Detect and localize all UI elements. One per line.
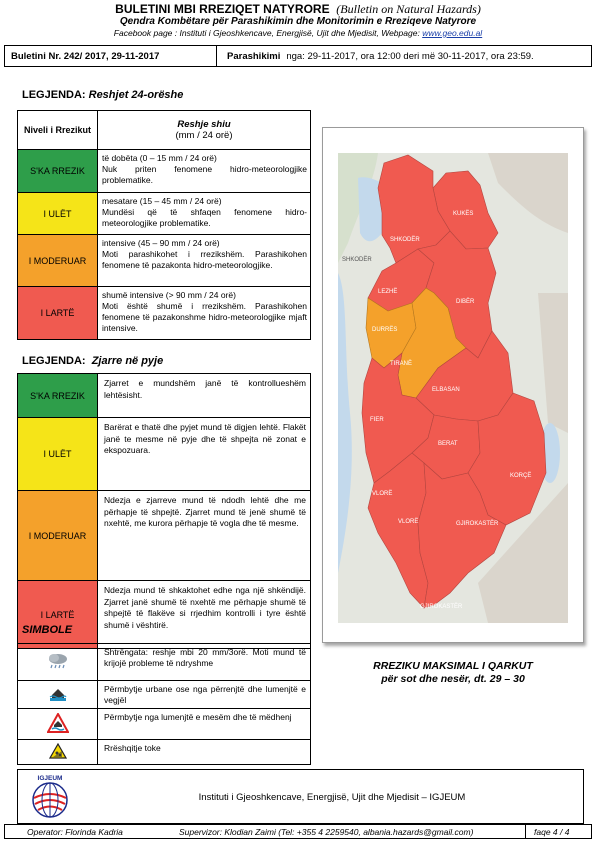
fire-description: Ndezja e zjarreve mund të ndodh lehtë dhe me përhapje të shpejtë. Zjarret mund të jenë shumë të nxehtë, me kurora përhapje të vogla dhe të mesme. bbox=[98, 491, 311, 581]
forecast-label: Parashikimi bbox=[227, 50, 281, 62]
risk-level-cell: S'KA RREZIK bbox=[18, 374, 98, 418]
facebook-text: Facebook page : Instituti i Gjeoshkencave, Energjisë, Ujit dhe Mjedisit, Webpage: bbox=[113, 28, 420, 38]
rain-legend-title: LEGJENDA: bbox=[22, 89, 86, 101]
risk-level-cell: I MODERUAR bbox=[18, 235, 98, 287]
rain-description bbox=[98, 193, 311, 235]
label-lezhe: LEZHË bbox=[378, 289, 398, 295]
label-gjirokaster-region: GJIROKASTËR bbox=[456, 521, 499, 527]
fire-row bbox=[18, 491, 311, 581]
urban-flood-icon bbox=[18, 681, 98, 709]
bulletin-title bbox=[0, 2, 596, 17]
river-flood-warning-icon bbox=[18, 709, 98, 740]
risk-level-cell: I LARTË bbox=[18, 581, 98, 649]
rain-header-unit: (mm / 24 orë) bbox=[175, 130, 233, 141]
label-shkoder-city: SHKODËR bbox=[342, 257, 372, 263]
fire-description: Barërat e thatë dhe pyjet mund të digjen lehtë. Flakët janë te mesme në pyje dhe të shpejta në zonat e ekspozuara. bbox=[98, 418, 311, 491]
label-vlore-city: VLORË bbox=[398, 519, 419, 525]
symbol-description: Rrëshqitje toke bbox=[98, 740, 311, 765]
risk-level-cell: I MODERUAR bbox=[18, 491, 98, 581]
rain-row bbox=[18, 150, 311, 193]
rain-legend-subtitle: Reshjet 24-orëshe bbox=[88, 89, 184, 101]
bulletin-subtitle: Qendra Kombëtare për Parashikimin dhe Monitorimin e Rreziqeve Natyrore bbox=[119, 16, 477, 27]
title-text: BULETINI MBI RREZIQET NATYRORE bbox=[115, 2, 330, 16]
website-link[interactable]: www.geo.edu.al bbox=[422, 28, 483, 38]
risk-level-cell: I ULËT bbox=[18, 193, 98, 235]
symbol-row bbox=[18, 681, 311, 709]
label-kukes: KUKËS bbox=[453, 211, 474, 217]
label-fier: FIER bbox=[370, 417, 384, 423]
symbol-row bbox=[18, 740, 311, 765]
rain-description-text: mesatare (15 – 45 mm / 24 orë) Mundësi që të shfaqen fenomene hidro-meteorologjike problematike. bbox=[102, 196, 307, 228]
label-vlore-region: VLORË bbox=[372, 491, 393, 497]
label-berat: BERAT bbox=[438, 441, 458, 447]
bulletin-number: Buletini Nr. 242/ 2017, 29-11-2017 bbox=[5, 46, 217, 66]
institute-footer bbox=[17, 769, 584, 824]
page-number: faqe 4 / 4 bbox=[525, 825, 591, 838]
forecast-period-text: nga: 29-11-2017, ora 12:00 deri më 30-11-2017, ora 23:59. bbox=[286, 50, 534, 62]
fire-description: Ndezja mund të shkaktohet edhe nga një shkëndijë. Zjarret janë shumë të nxehtë me përhapje shumë të shpejtë të flakëve si rrjedhim kontrolli i tyre është shumë i vështirë. bbox=[98, 581, 311, 649]
fire-legend-title: LEGJENDA: bbox=[22, 355, 86, 367]
rain-legend-table bbox=[17, 110, 311, 340]
rain-description-text: shumë intensive (> 90 mm / 24 orë) Moti është shumë i rrezikshëm. Parashikohen fenomene të pazakonshme hidro-meteorologjike mjaft intensive. bbox=[102, 290, 307, 333]
rain-header bbox=[98, 111, 311, 150]
label-tirane: TIRANË bbox=[390, 361, 413, 367]
risk-level-header: Niveli i Rrezikut bbox=[18, 111, 98, 150]
map-caption-date: për sot dhe nesër, dt. 29 – 30 bbox=[381, 673, 525, 685]
risk-map bbox=[338, 153, 568, 623]
fire-row bbox=[18, 374, 311, 418]
symbol-description: Shtrëngata: reshje mbi 20 mm/3orë. Moti mund të krijojë probleme të ndryshme bbox=[98, 644, 311, 681]
label-korce: KORÇË bbox=[510, 473, 532, 479]
symbols-heading: SIMBOLE bbox=[22, 624, 73, 636]
fire-row bbox=[18, 418, 311, 491]
symbol-row bbox=[18, 644, 311, 681]
risk-level-cell: S'KA RREZIK bbox=[18, 150, 98, 193]
symbols-table bbox=[17, 643, 311, 765]
rain-description bbox=[98, 287, 311, 340]
supervisor-info: Supervizor: Klodian Zaimi (Tel: +355 4 2259540, albania.hazards@gmail.com) bbox=[179, 826, 474, 837]
fire-legend-heading bbox=[22, 355, 163, 367]
operator-bar bbox=[4, 824, 592, 839]
risk-map-frame bbox=[322, 127, 584, 643]
title-english: (Bulletin on Natural Hazards) bbox=[336, 2, 481, 16]
label-diber: DIBËR bbox=[456, 299, 475, 305]
label-elbasan: ELBASAN bbox=[432, 387, 460, 393]
logo-text: IGJEUM bbox=[37, 775, 63, 782]
rain-row bbox=[18, 235, 311, 287]
label-shkoder-region: SHKODËR bbox=[390, 237, 420, 243]
landslide-warning-icon bbox=[18, 740, 98, 765]
risk-level-cell: I LARTË bbox=[18, 287, 98, 340]
label-gjirokaster-city: GJIROKASTËR bbox=[420, 604, 463, 610]
label-durres: DURRËS bbox=[372, 327, 398, 333]
rain-legend-heading bbox=[22, 89, 183, 101]
forecast-period bbox=[217, 51, 534, 62]
rain-description-text: të dobëta (0 – 15 mm / 24 orë) Nuk priten fenomene hidro-meteorologjike problematike. bbox=[102, 153, 307, 185]
rain-description bbox=[98, 150, 311, 193]
fire-row bbox=[18, 581, 311, 649]
fire-legend-table bbox=[17, 373, 311, 649]
rain-row bbox=[18, 287, 311, 340]
institute-name: Instituti i Gjeoshkencave, Energjisë, Ujit dhe Mjedisit – IGJEUM bbox=[198, 792, 466, 803]
heavy-rain-cloud-icon bbox=[18, 644, 98, 681]
symbol-row bbox=[18, 709, 311, 740]
igjeum-logo bbox=[20, 772, 80, 822]
risk-level-cell: I ULËT bbox=[18, 418, 98, 491]
rain-header-title: Reshje shiu bbox=[177, 119, 231, 130]
symbol-description: Përmbytje nga lumenjtë e mesëm dhe të mëdhenj bbox=[98, 709, 311, 740]
rain-description-text: intensive (45 – 90 mm / 24 orë) Moti parashikohet i rrezikshëm. Parashikohen fenomene të pazakonta hidro-meteorologjike. bbox=[102, 238, 307, 270]
facebook-line bbox=[0, 28, 596, 38]
map-caption-title: RREZIKU MAKSIMAL I QARKUT bbox=[373, 660, 533, 672]
rain-description bbox=[98, 235, 311, 287]
rain-row bbox=[18, 193, 311, 235]
bulletin-info-bar bbox=[4, 45, 592, 67]
operator-name: Operator: Florinda Kadria bbox=[27, 826, 123, 837]
fire-legend-subtitle: Zjarre në pyje bbox=[91, 355, 164, 367]
fire-description: Zjarret e mundshëm janë të kontrollueshëm lehtësisht. bbox=[98, 374, 311, 418]
symbol-description: Përmbytje urbane ose nga përrenjtë dhe lumenjtë e vegjël bbox=[98, 681, 311, 709]
